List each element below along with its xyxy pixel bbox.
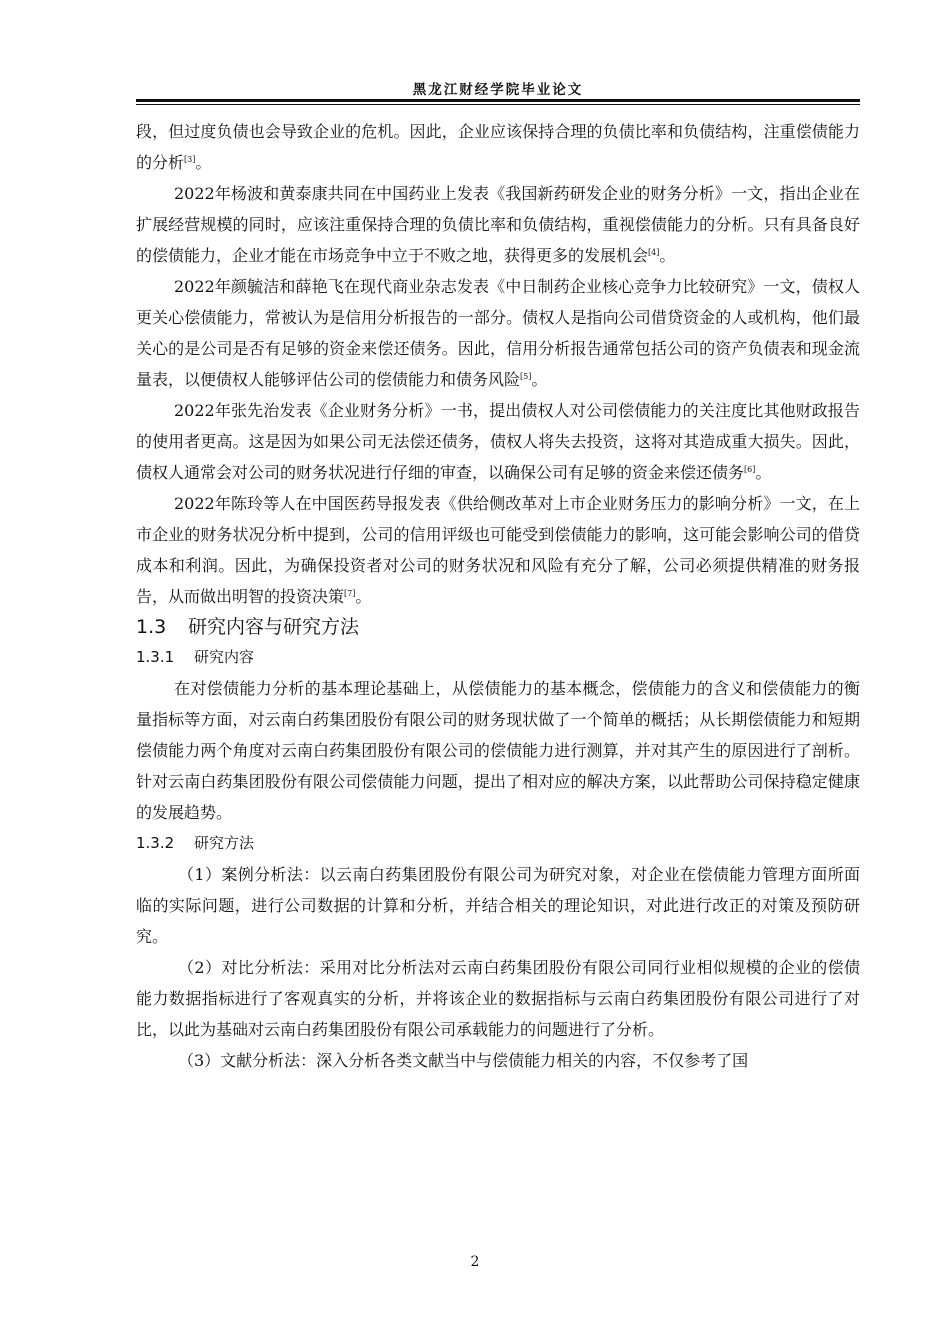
paragraph-method-literature: （3）文献分析法：深入分析各类文献当中与偿债能力相关的内容，不仅参考了国	[178, 1051, 749, 1070]
citation-ref: [6]	[744, 465, 756, 474]
citation-ref: [4]	[648, 248, 660, 257]
citation-ref: [5]	[520, 372, 532, 381]
paragraph-text: 段，但过度负债也会导致企业的危机。因此，企业应该保持合理的负债比率和负债结构，注重偿债能力的分析	[136, 122, 860, 172]
citation-ref: [7]	[344, 589, 356, 598]
paragraph-text: 2022年张先治发表《企业财务分析》一书，提出债权人对公司偿债能力的关注度比其他财政报告的使用者更高。这是因为如果公司无法偿还债务，债权人将失去投资，这将对其造成重大损失。因此，债权人通常会对公司的财务状况进行仔细的审查，以确保公司有足够的资金来偿还债务	[136, 401, 860, 482]
paragraph-tail: 。	[195, 153, 212, 172]
paragraph-continuation	[136, 116, 860, 178]
subsection-title: 研究方法	[194, 834, 255, 852]
paragraph-research-content: 在对偿债能力分析的基本理论基础上，从偿债能力的基本概念，偿债能力的含义和偿债能力的衡量指标等方面，对云南白药集团股份有限公司的财务现状做了一个简单的概括；从长期偿债能力和短期偿债能力两个角度对云南白药集团股份有限公司的偿债能力进行测算，并对其产生的原因进行了剖析。针对云南白药集团股份有限公司偿债能力问题，提出了相对应的解决方案，以此帮助公司保持稳定健康的发展趋势。	[136, 679, 860, 822]
paragraph-tail: 。	[355, 587, 372, 606]
paragraph-tail: 。	[659, 246, 676, 265]
subsection-title: 研究内容	[194, 648, 255, 666]
header-rule-thin	[136, 104, 860, 105]
paragraph-method-comparison: （2）对比分析法：采用对比分析法对云南白药集团股份有限公司同行业相似规模的企业的偿债能力数据指标进行了客观真实的分析，并将该企业的数据指标与云南白药集团股份有限公司进行了对比，以此为基础对云南白药集团股份有限公司承载能力的问题进行了分析。	[136, 958, 860, 1039]
subsection-number: 1.3.2	[136, 834, 175, 852]
subsection-heading-1-3-2	[136, 828, 860, 859]
paragraph-tail: 。	[531, 370, 548, 389]
paragraph-tail: 。	[755, 463, 772, 482]
paragraph-method-case-analysis: （1）案例分析法：以云南白药集团股份有限公司为研究对象，对企业在偿债能力管理方面所面临的实际问题，进行公司数据的计算和分析，并结合相关的理论知识，对此进行改正的对策及预防研究。	[136, 865, 860, 946]
paragraph-yang-bo	[136, 178, 860, 271]
subsection-number: 1.3.1	[136, 648, 175, 666]
paragraph-yan-yujie	[136, 271, 860, 395]
page-header-title: 黑龙江财经学院毕业论文	[412, 82, 584, 98]
page-body	[136, 116, 860, 1076]
paragraph-text: 2022年杨波和黄泰康共同在中国药业上发表《我国新药研发企业的财务分析》一文，指出企业在扩展经营规模的同时，应该注重保持合理的负债比率和负债结构，重视偿债能力的分析。只有具备良好的偿债能力，企业才能在市场竞争中立于不败之地，获得更多的发展机会	[136, 184, 860, 265]
section-number: 1.3	[136, 616, 167, 638]
citation-ref: [3]	[184, 155, 196, 164]
header-rule-thick	[136, 99, 860, 102]
paragraph-zhang-xianzhi	[136, 395, 860, 488]
subsection-heading-1-3-1	[136, 642, 860, 673]
paragraph-chen-ling	[136, 488, 860, 612]
paragraph-text: 2022年陈玲等人在中国医药导报发表《供给侧改革对上市企业财务压力的影响分析》一文，在上市企业的财务状况分析中提到，公司的信用评级也可能受到偿债能力的影响，这可能会影响公司的借贷成本和利润。因此，为确保投资者对公司的财务状况和风险有充分了解，公司必须提供精准的财务报告，从而做出明智的投资决策	[136, 494, 860, 606]
page-number: 2	[470, 1254, 480, 1270]
section-title: 研究内容与研究方法	[188, 616, 360, 638]
paragraph-text: 2022年颜毓洁和薛艳飞在现代商业杂志发表《中日制药企业核心竞争力比较研究》一文，债权人更关心偿债能力，常被认为是信用分析报告的一部分。债权人是指向公司借贷资金的人或机构，他们最关心的是公司是否有足够的资金来偿还债务。因此，信用分析报告通常包括公司的资产负债表和现金流量表，以便债权人能够评估公司的偿债能力和债务风险	[136, 277, 860, 389]
section-heading-1-3	[136, 612, 860, 642]
